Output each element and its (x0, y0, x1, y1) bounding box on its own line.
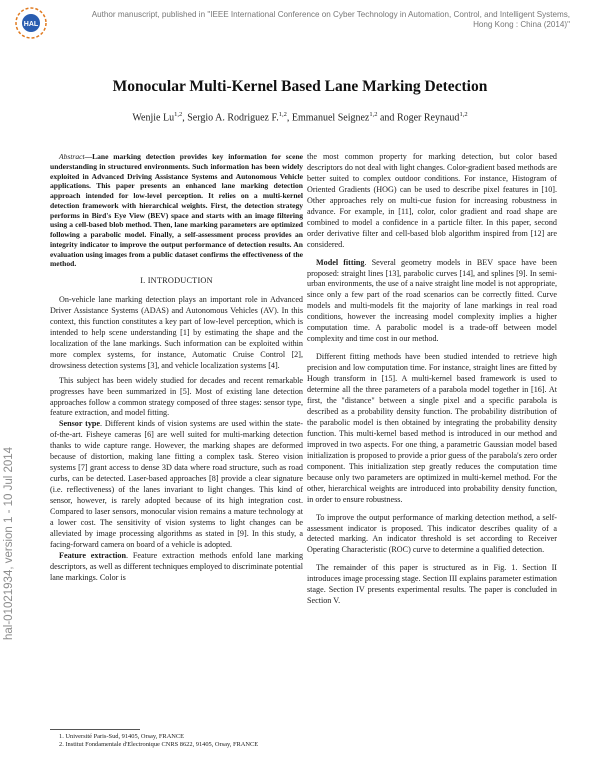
footnotes (50, 733, 303, 749)
paragraph-model-fitting (307, 258, 557, 346)
publication-note-line-1: Author manuscript, published in "IEEE International Conference on Cyber Technology in Automation, Control, and Intelligent Systems, (91, 10, 570, 19)
footnote: 2. Institut Fondamentale d'Electronique CNRS 8622, 91405, Orsay, FRANCE (59, 741, 259, 748)
logo-text: HAL (23, 21, 39, 28)
left-column (50, 152, 303, 584)
paragraph: Different fitting methods have been studied intended to retrieve high precision and low computation time. For instance, straight lines are fitted by Hough transform in [15]. A multi-kernel based framework is used to determine all the three parameters of a parabola model together in [16]. At first, the "distance" between a single pixel and a specific parabola is described as a probability density function. The probability distribution of the parabolic model is then obtained by integrating the probability density function. This multi-kernel based method is introduced in our method and improved in two aspects. For one thing, a parametric Gaussian model based initialization is proposed to provide a prior guess of the parabola's zero order component. This initialization step greatly reduces the computation time because only two parameters are optimized in multi-kernel method. For the other, hierarchical weights are introduced into probability density function, in order to ensure robustness. (307, 352, 557, 504)
abstract-label: Abstract (59, 152, 85, 161)
paragraph-text: . Several geometry models in BEV space have been proposed: straight lines [13], parabolic curves [14], and splines [9]. In semi-urban environments, the use of a naive straight line model is not appropriate, since only a few part of the road scenarios can be correctly fitted. Curve models and multi-models fit the majority of lane markings in real road conditions, however the increasing model complexity implies a higher computation time. A parabolic model is a trade-off between model complexity and time cost in our method. (307, 257, 557, 344)
hal-identifier: hal-01021934, version 1 - 10 Jul 2014 (3, 446, 15, 640)
author-name: Wenjie Lu (132, 112, 175, 124)
run-in-heading: Model fitting (316, 257, 365, 267)
author-name: Emmanuel Seignez (291, 112, 370, 124)
run-in-heading: Sensor type (59, 419, 101, 429)
publication-note (50, 10, 570, 30)
publication-note-line-2: Hong Kong : China (2014)" (473, 20, 570, 29)
abstract (50, 152, 303, 269)
author-name: Sergio A. Rodriguez F. (187, 112, 279, 124)
paper-title: Monocular Multi-Kernel Based Lane Marking Detection (112, 78, 488, 95)
footnote: 1. Université Paris-Sud, 91405, Orsay, FRANCE (59, 733, 185, 740)
footnote-divider (50, 729, 140, 730)
author-affiliation: 1,2 (278, 111, 287, 118)
author-name: Roger Reynaud (396, 112, 460, 124)
abstract-text: —Lane marking detection provides key information for scene understanding in structured environments. Such information has been widely exploited in Advanced Driving Assistance Systems and Autonomous Vehicle applications. This paper presents an enhanced lane marking detection approach intended for low-level perception. It relies on a multi-kernel detection framework with hierarchical weights. First, the detection strategy performs in Bird's Eye View (BEV) space and starts with an image filtering using a cell-based blob method. Then, lane marking parameters are optimized following a parabolic model. Finally, a self-assessment process provides an integrity indicator to improve the output performance of detection results. An evaluation using images from a public dataset confirms the effectiveness of the method. (50, 152, 303, 269)
paragraph-sensor-type (50, 419, 303, 550)
right-column (307, 152, 557, 607)
paragraph-text: . Feature extraction methods enfold lane marking descriptors, as well as different techniques employed to discriminate potential lane markings. Color is (50, 550, 304, 582)
paragraph: the most common property for marking detection, but color based descriptors do not deal with light changes. Color-gradient based methods are better suited to complex outdoor conditions. For instance, Histogram of Oriented Gradients (HOG) can be used to describe pixel features in [10]. Other approaches rely on multi-cue fusion for increasing robustness in advance. For example, in [11], color, color gradient and road shape are combined to model a confidence in a particle filter. In this paper, second order derivative filter and cell-based blob algorithm inspired from [12] are considered. (307, 152, 557, 249)
section-heading-introduction: I. INTRODUCTION (140, 276, 213, 285)
author-affiliation: 1,2 (174, 111, 183, 118)
paragraph: On-vehicle lane marking detection plays an important role in Advanced Driver Assistance Systems (ADAS) and Autonomous Vehicles (AV). In this context, this function constitutes a key part of low-level perception, which is intended to help scene understanding [1] by estimating the shape and the localization of the lane markings. Such information can be exploited within more complex systems, for instance, Automatic Cruise Control [2], drowsiness detection systems [3], and vehicle localization systems [4]. (50, 294, 303, 370)
author-affiliation: 1,2 (369, 111, 378, 118)
hal-logo (14, 6, 48, 40)
author-separator: , (286, 112, 292, 124)
hal-logo-icon (14, 6, 48, 40)
paragraph-text: . Different kinds of vision systems are used within the state-of-the-art. Fisheye cameras [6] are well suited for multi-marking detection thanks to wide capture range. However, the marking shapes are deformed because of distortion, making lane fitting a complex task. Stereo vision systems [7] grant access to dense 3D data where road structure, such as road curbs, can be detected. Laser-based approaches [8] provide a clear signature (i.e. reflectiveness) of the lanes invariant to light changes. This kind of sensor, however, is rarely adopted because of its high integration cost. Compared to laser sensors, monocular vision remains a mature technology at a lower cost. The sensitivity of vision systems to light changes can be alleviated by image processing algorithms as stated in [9]. In this study, a facing-forward camera on board of a vehicle is adopted. (50, 419, 303, 549)
paragraph-feature-extraction (50, 551, 303, 584)
author-separator: and (377, 112, 397, 124)
run-in-heading: Feature extraction (59, 550, 126, 560)
paragraph: To improve the output performance of marking detection method, a self-assessment indicator is proposed. This indicator describes quality of a detected marking. An indicator threshold is set according to Receiver Operating Characteristic (ROC) curve to determine a qualified detection. (307, 512, 557, 555)
paragraph: The remainder of this paper is structured as in Fig. 1. Section II introduces image processing stage. Section III explains parameter estimation stage. Section IV presents experimental results. The paper is concluded in Section V. (307, 563, 557, 606)
author-separator: , (182, 112, 188, 124)
paragraph: This subject has been widely studied for decades and recent remarkable progresses have been summarized in [5]. Most of existing lane detection approaches follow a common strategy composed of three stages: sensor type, feature extraction, and model fitting. (50, 375, 303, 418)
author-list (40, 109, 560, 124)
author-affiliation: 1,2 (459, 111, 468, 118)
